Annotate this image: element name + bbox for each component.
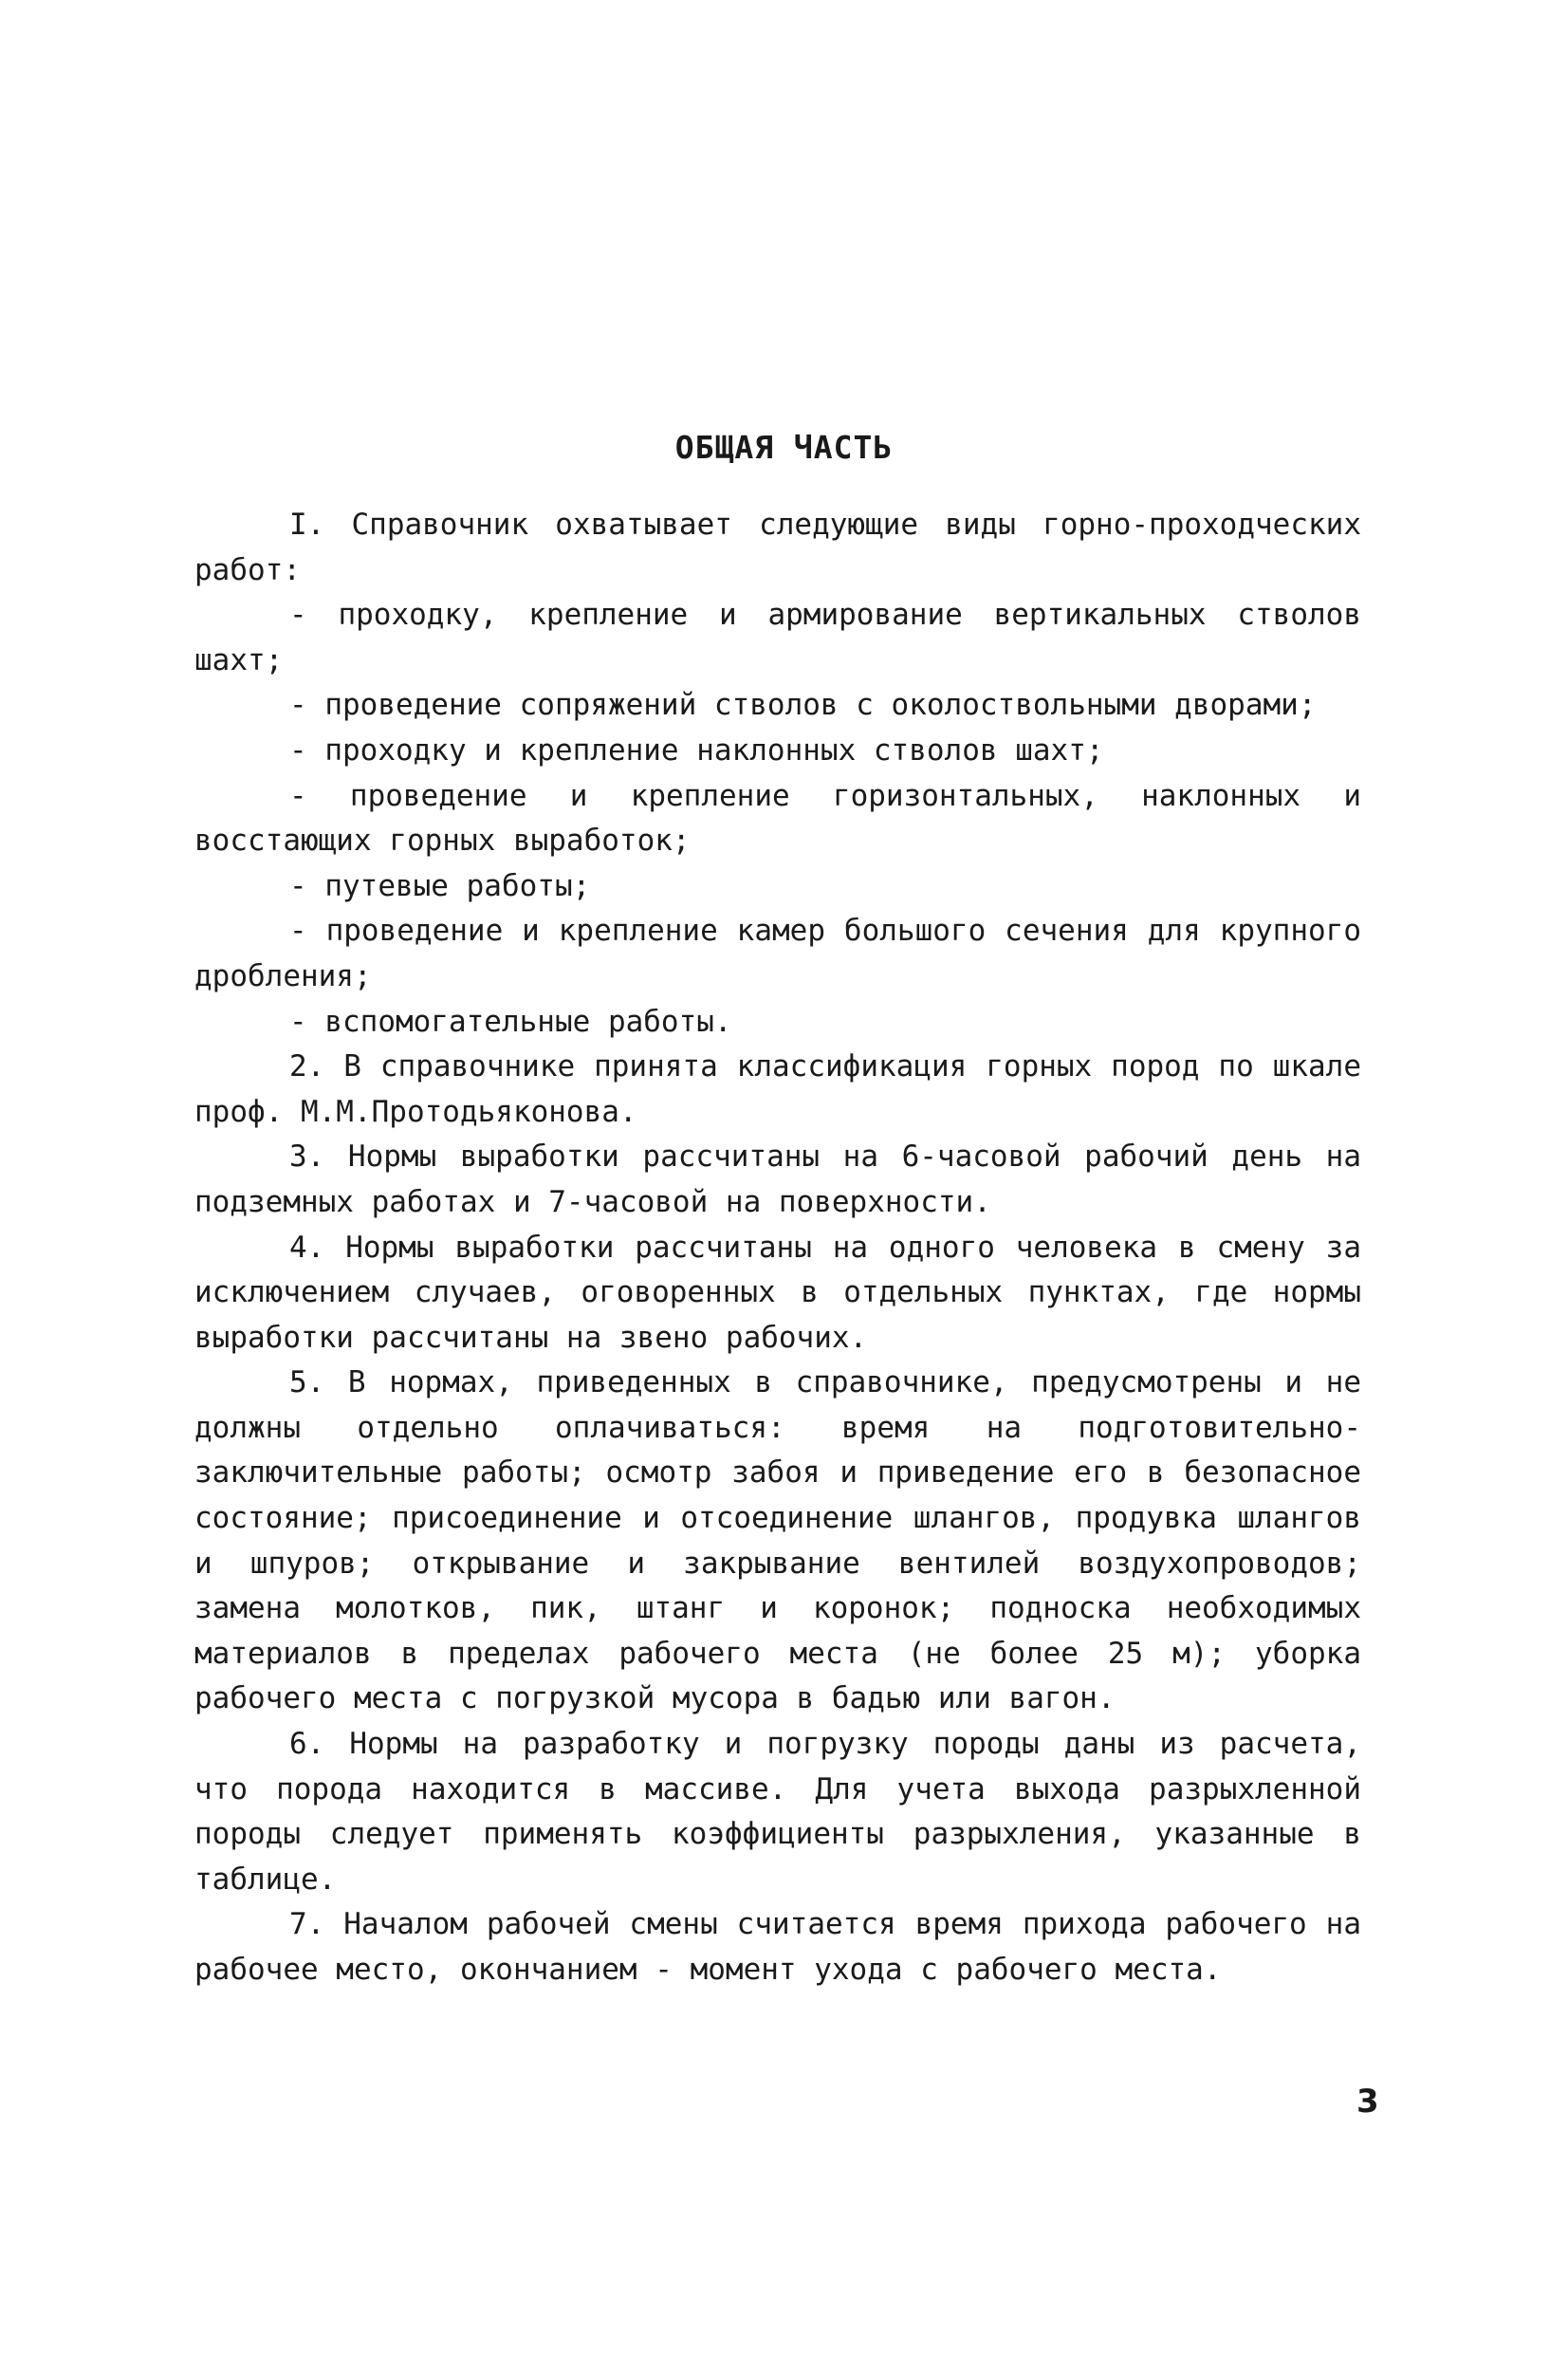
list-item-4: - проведение и крепление горизонтальных, наклонных и восстающих горных выработок;	[194, 778, 1361, 859]
list-item-5: - путевые работы;	[289, 868, 591, 903]
paragraph-6: 6. Нормы на разработку и погрузку породы даны из расчета, что порода находится в массиве. Для учета выхода разрыхленной породы следует применять коэффициенты разрыхления, указанные в таблице.	[194, 1727, 1361, 1897]
list-item-2: - проведение сопряжений стволов с околоствольными дворами;	[289, 688, 1317, 723]
page-number: 3	[1356, 2083, 1379, 2121]
page-title: ОБЩАЯ ЧАСТЬ	[674, 429, 894, 466]
paragraph-5: 5. В нормах, приведенных в справочнике, предусмотрены и не должны отдельно оплачиваться: время на подготовительно-заключительные работы; осмотр забоя и приведение его в безопасное состояние; присоединение и отсоединение шлангов, продувка шлангов и шпуров; открывание и закрывание вентилей воздухопроводов; замена молотков, пик, штанг и коронок; подноска необходимых материалов в пределах рабочего места (не более 25 м); уборка рабочего места с погрузкой мусора в бадью или вагон.	[194, 1365, 1361, 1716]
paragraph-4: 4. Нормы выработки рассчитаны на одного человека в смену за исключением случаев, оговоренных в отдельных пунктах, где нормы выработки рассчитаны на звено рабочих.	[194, 1230, 1361, 1355]
paragraph-2: 2. В справочнике принята классификация горных пород по шкале проф. М.М.Протодьяконова.	[194, 1049, 1361, 1129]
document-body	[194, 503, 1361, 1993]
list-item-6: - проведение и крепление камер большого сечения для крупного дробления;	[194, 914, 1361, 993]
list-item-1: - проходку, крепление и армирование вертикальных стволов шахт;	[194, 598, 1361, 677]
paragraph-7: 7. Началом рабочей смены считается время прихода рабочего на рабочее место, окончанием - момент ухода с рабочего места.	[194, 1907, 1361, 1987]
list-item-3: - проходку и крепление наклонных стволов шахт;	[289, 732, 1104, 768]
paragraph-1: I. Справочник охватывает следующие виды горно-проходческих работ:	[194, 508, 1361, 587]
list-item-7: - вспомогательные работы.	[289, 1004, 732, 1039]
paragraph-3: 3. Нормы выработки рассчитаны на 6-часовой рабочий день на подземных работах и 7-часовой на поверхности.	[194, 1139, 1361, 1219]
